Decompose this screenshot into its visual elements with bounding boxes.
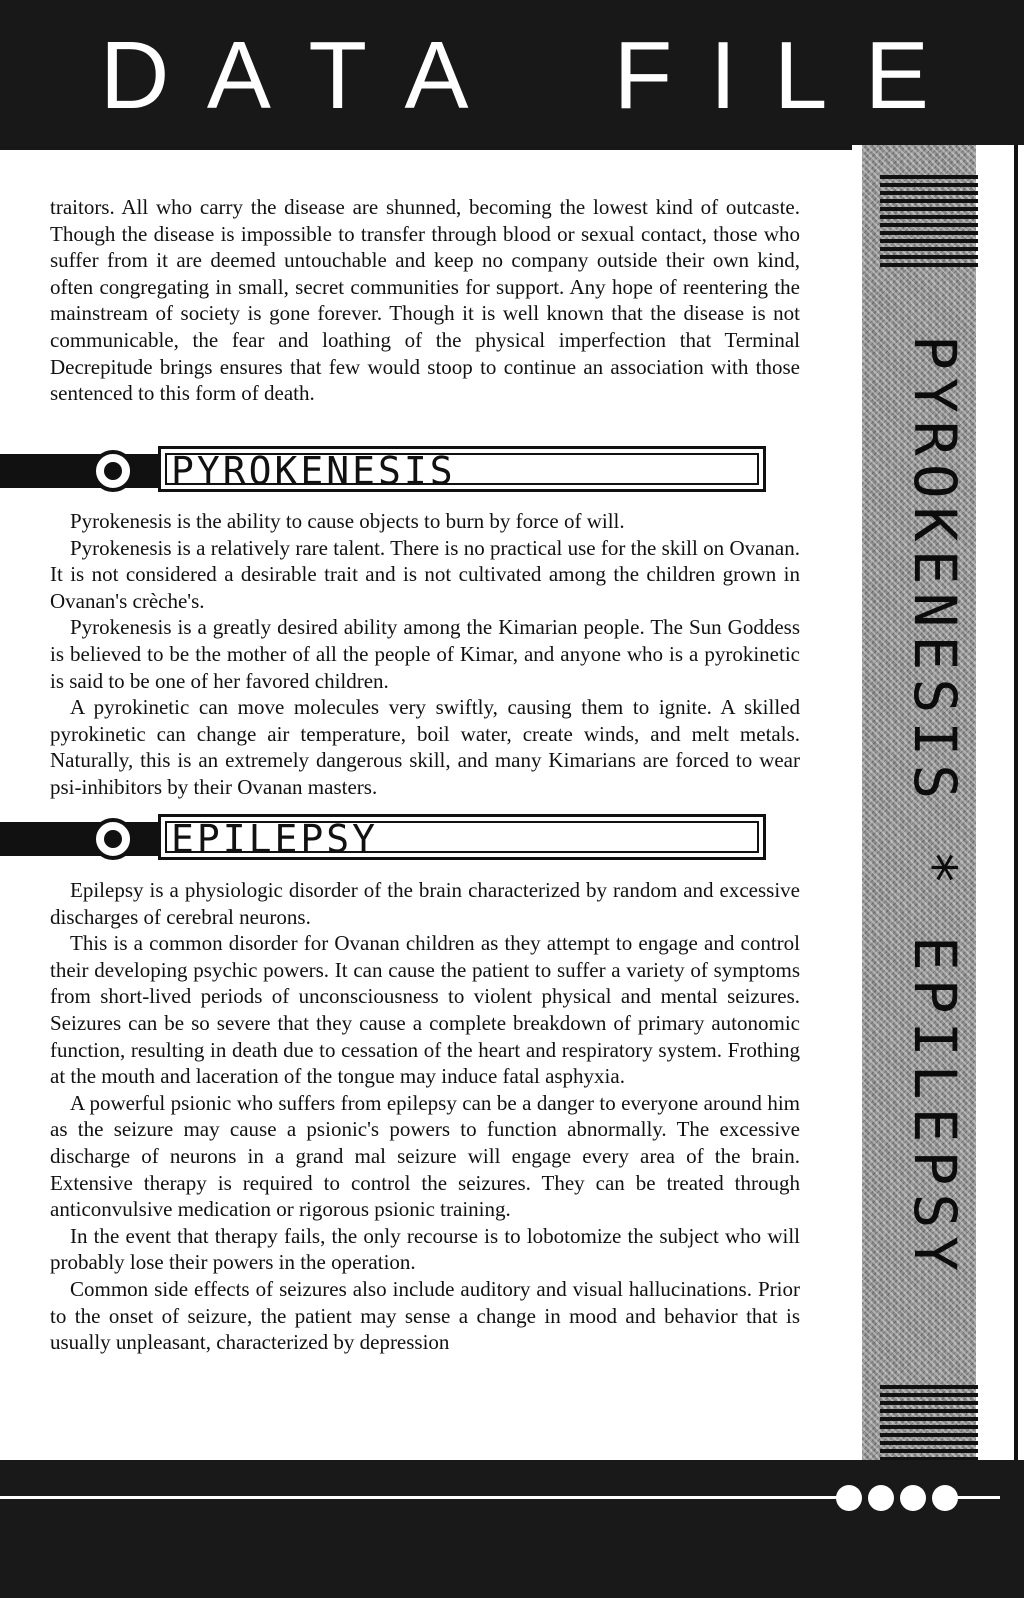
banner-box bbox=[158, 446, 766, 492]
footer-rule bbox=[0, 1496, 840, 1499]
dot-icon bbox=[868, 1485, 894, 1511]
paragraph: In the event that therapy fails, the only recourse is to lobotomize the subject who will probably lose their powers in the operation. bbox=[50, 1223, 800, 1275]
title-letter: A bbox=[404, 22, 469, 129]
title-letter: I bbox=[709, 22, 737, 129]
footer-banner bbox=[0, 1460, 1024, 1598]
title-letter: D bbox=[100, 22, 170, 129]
paragraph: Epilepsy is a physiologic disorder of the brain characterized by random and excessive discharges of cerebral neurons. bbox=[50, 878, 800, 929]
banner-bar bbox=[0, 822, 180, 856]
paragraph: traitors. All who carry the disease are shunned, becoming the lowest kind of outcaste. Though the disease is impossible to transfer through blood or sexual contact, those who suffer from it are deemed untouchable and keep no company outside their own kind, often congregating in small, secret communities for support. Any hope of reentering the mainstream of society is gone forever. Though it is well known that the disease is not communicable, the fear and loathing of the physical imperfection that Terminal Decrepitude brings ensures that few would stoop to continue an association with those sentenced to this form of death. bbox=[50, 195, 800, 406]
paragraph: Pyrokenesis is a greatly desired ability among the Kimarian people. The Sun Goddess is believed to be the mother of all the people of Kimar, and anyone who is a pyrokinetic is said to be one of her favored children. bbox=[50, 615, 800, 693]
bullet-icon bbox=[92, 818, 134, 860]
paragraph: Common side effects of seizures also include auditory and visual hallucinations. Prior to the onset of seizure, the patient may sense a change in mood and behavior that is usually unpleasant, characterized by depression bbox=[50, 1276, 800, 1355]
banner-bar bbox=[0, 454, 180, 488]
sidebar-vertical-text: PYROKENESIS * EPILEPSY bbox=[901, 335, 969, 1280]
banner-box bbox=[158, 814, 766, 860]
title-letter: L bbox=[773, 22, 828, 129]
intro-text bbox=[50, 194, 800, 407]
section-heading: PYROKENESIS bbox=[171, 449, 456, 493]
footer-rule-tail bbox=[950, 1496, 1000, 1499]
footer-dots bbox=[836, 1485, 958, 1511]
pyrokenesis-text bbox=[50, 508, 800, 801]
sidebar bbox=[852, 145, 1024, 1485]
sidebar-rule bbox=[1014, 145, 1018, 1485]
dot-icon bbox=[900, 1485, 926, 1511]
paragraph: A pyrokinetic can move molecules very swiftly, causing them to ignite. A skilled pyrokinetic can change air temperature, boil water, create winds, and melt metals. Naturally, this is an extremely dangerous skill, and many Kimarians are forced to wear psi-inhibitors by their Ovanan masters. bbox=[50, 695, 800, 799]
sidebar-vertical-title bbox=[890, 335, 980, 1315]
sidebar-texture bbox=[858, 145, 976, 1485]
paragraph: Pyrokenesis is a relatively rare talent. There is no practical use for the skill on Ovanan. It is not considered a desirable trait and is not cultivated among the children grown in Ovanan's crèche's. bbox=[50, 535, 800, 613]
dot-icon bbox=[836, 1485, 862, 1511]
title-gap bbox=[506, 28, 576, 124]
paragraph: Pyrokenesis is the ability to cause objects to burn by force of will. bbox=[70, 509, 625, 533]
epilepsy-text bbox=[50, 877, 800, 1356]
section-heading: EPILEPSY bbox=[171, 817, 379, 861]
section-header-pyrokenesis bbox=[0, 446, 770, 494]
title-letter: E bbox=[864, 22, 929, 129]
page-title bbox=[0, 22, 1024, 129]
title-letter: T bbox=[308, 22, 368, 129]
bullet-icon bbox=[92, 450, 134, 492]
sidebar-stripes-top bbox=[880, 175, 978, 271]
title-letter: A bbox=[206, 22, 271, 129]
section-header-epilepsy bbox=[0, 814, 770, 862]
paragraph: This is a common disorder for Ovanan children as they attempt to engage and control their developing psychic powers. It can cause the patient to suffer a variety of symptoms from short-lived periods of unconsciousness to violent physical and mental seizures. Seizures can be so severe that they cause a complete breakdown of primary autonomic function, resulting in death due to cessation of the heart and respiratory system. Frothing at the mouth and laceration of the tongue may induce fatal asphyxia. bbox=[50, 931, 800, 1089]
paragraph: A powerful psionic who suffers from epilepsy can be a danger to everyone around him as the seizure may cause a psionic's powers to function abnormally. The excessive discharge of neurons in a grand mal seizure will engage every area of the brain. Extensive therapy is required to control the seizures. They can be treated through anticonvulsive medication or rigorous psionic training. bbox=[50, 1090, 800, 1222]
header-banner bbox=[0, 0, 1024, 150]
title-letter: F bbox=[613, 22, 673, 129]
